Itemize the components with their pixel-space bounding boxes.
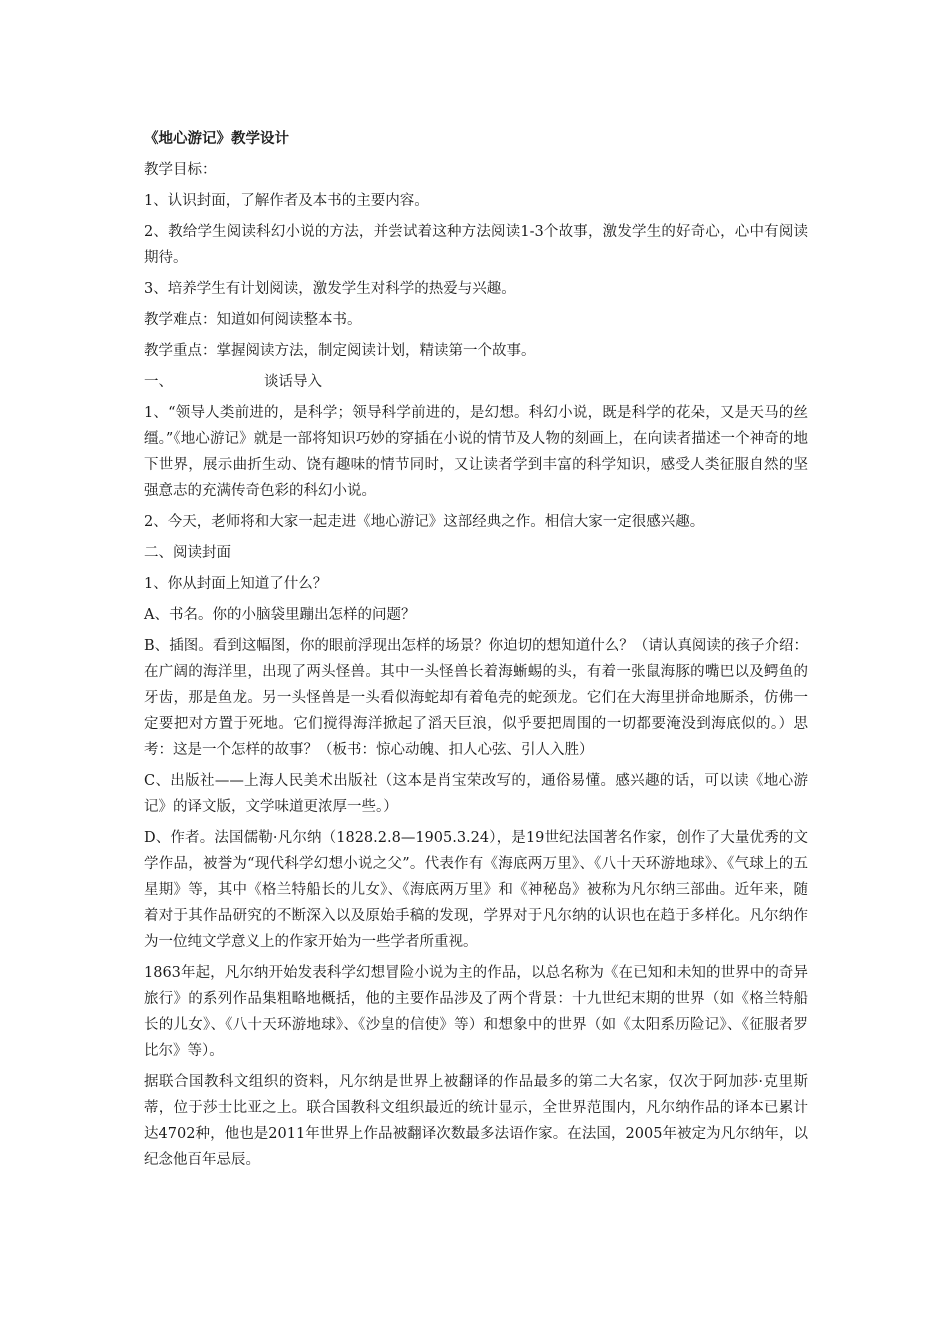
section-two-paragraph: 1、你从封面上知道了什么？	[144, 576, 328, 592]
document-body	[144, 126, 808, 1173]
section-one-paragraph: 1、“领导人类前进的，是科学；领导科学前进的，是幻想。科幻小说，既是科学的花朵，又是天马的丝缰。”《地心游记》就是一部将知识巧妙的穿插在小说的情节及人物的刻画上，在向读者描述一个神奇的地下世界，展示曲折生动、饶有趣味的情节同时，又让读者学到丰富的科学知识，感受人类征服自然的坚强意志的充满传奇色彩的科幻小说。	[144, 405, 808, 499]
section-one-number: 一、	[144, 374, 173, 390]
section-two-paragraph: 1863年起，凡尔纳开始发表科学幻想冒险小说为主的作品，以总名称为《在已知和未知的世界中的奇异旅行》的系列作品集粗略地概括，他的主要作品涉及了两个背景：十九世纪末期的世界（如《格兰特船长的儿女》、《八十天环游地球》、《沙皇的信使》等）和想象中的世界（如《太阳系历险记》、《征服者罗比尔》等）。	[144, 965, 808, 1059]
section-two-paragraph: B、插图。看到这幅图，你的眼前浮现出怎样的场景？你迫切的想知道什么？（请认真阅读的孩子介绍：在广阔的海洋里，出现了两头怪兽。其中一头怪兽长着海蜥蜴的头，有着一张鼠海豚的嘴巴以及鳄鱼的牙齿，那是鱼龙。另一头怪兽是一头看似海蛇却有着龟壳的蛇颈龙。它们在大海里拼命地厮杀，仿佛一定要把对方置于死地。它们搅得海洋掀起了滔天巨浪，似乎要把周围的一切都要淹没到海底似的。）思考：这是一个怎样的故事？（板书：惊心动魄、扣人心弦、引人入胜）	[144, 638, 808, 758]
focus-line: 教学重点：掌握阅读方法，制定阅读计划，精读第一个故事。	[144, 343, 536, 359]
section-one-title: 谈话导入	[264, 374, 322, 390]
goal-item: 3、培养学生有计划阅读，激发学生对科学的热爱与兴趣。	[144, 281, 516, 297]
goal-item: 1、认识封面，了解作者及本书的主要内容。	[144, 193, 429, 209]
difficulty-line: 教学难点：知道如何阅读整本书。	[144, 312, 362, 328]
section-two-paragraph: C、出版社——上海人民美术出版社（这本是肖宝荣改写的，通俗易懂。感兴趣的话，可以读《地心游记》的译文版，文学味道更浓厚一些。）	[144, 773, 808, 815]
section-two-heading: 二、阅读封面	[144, 545, 231, 561]
section-two-paragraph: A、书名。你的小脑袋里蹦出怎样的问题？	[144, 607, 416, 623]
section-two-paragraph: D、作者。法国儒勒·凡尔纳（1828.2.8—1905.3.24），是19世纪法国著名作家，创作了大量优秀的文学作品，被誉为“现代科学幻想小说之父”。代表作有《海底两万里》、《八十天环游地球》、《气球上的五星期》等，其中《格兰特船长的儿女》、《海底两万里》和《神秘岛》被称为凡尔纳三部曲。近年来，随着对于其作品研究的不断深入以及原始手稿的发现，学界对于凡尔纳的认识也在趋于多样化。凡尔纳作为一位纯文学意义上的作家开始为一些学者所重视。	[144, 830, 808, 950]
goals-heading: 教学目标：	[144, 162, 217, 178]
goal-item: 2、教给学生阅读科幻小说的方法，并尝试着这种方法阅读1-3个故事，激发学生的好奇心，心中有阅读期待。	[144, 224, 808, 266]
section-one-paragraph: 2、今天，老师将和大家一起走进《地心游记》这部经典之作。相信大家一定很感兴趣。	[144, 514, 705, 530]
section-two-paragraph: 据联合国教科文组织的资料，凡尔纳是世界上被翻译的作品最多的第二大名家，仅次于阿加莎·克里斯蒂，位于莎士比亚之上。联合国教科文组织最近的统计显示，全世界范围内，凡尔纳作品的译本已累计达4702种，他也是2011年世界上作品被翻译次数最多法语作家。在法国，2005年被定为凡尔纳年，以纪念他百年忌辰。	[144, 1074, 808, 1168]
document-title: 《地心游记》教学设计	[144, 131, 289, 147]
section-one-heading	[144, 369, 808, 395]
